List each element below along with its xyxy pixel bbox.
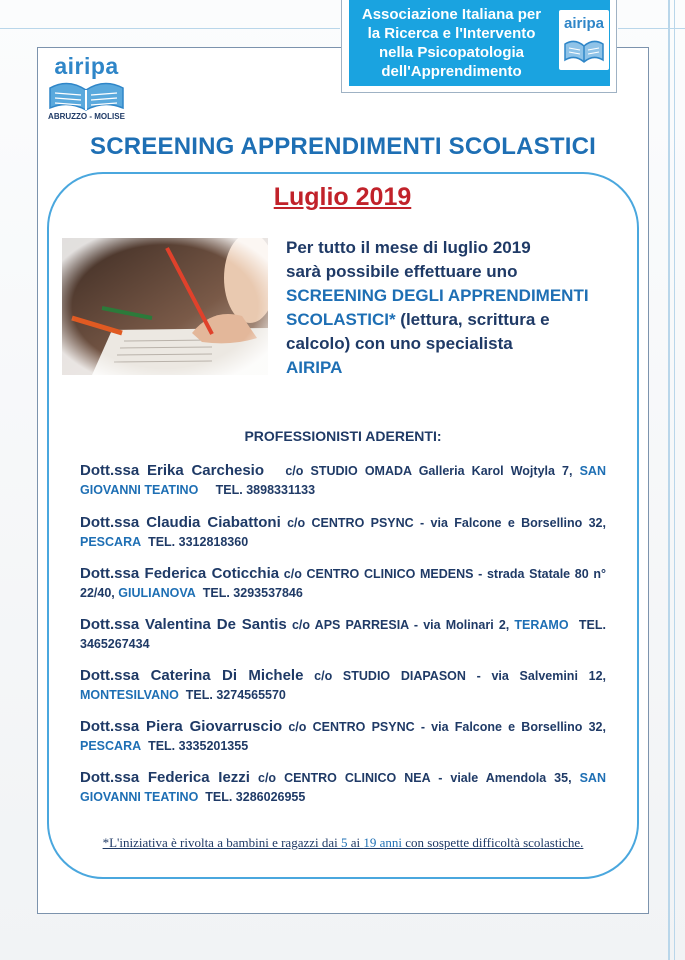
- professional-entry: [80, 513, 606, 552]
- professional-name: Dott.ssa Piera Giovarruscio: [80, 718, 283, 735]
- footnote-text: *L'iniziativa è rivolta a bambini e ragazzi dai: [102, 835, 341, 850]
- logo-word: airipa: [54, 53, 119, 79]
- professional-phone: TEL. 3335201355: [148, 739, 249, 753]
- intro-line: sarà possibile effettuare uno: [286, 262, 518, 281]
- small-logo-word: airipa: [563, 15, 605, 32]
- child-writing-photo: [62, 238, 268, 375]
- professional-details: c/o STUDIO DIAPASON - via Salvemini 12,: [314, 669, 607, 683]
- association-line: dell'Apprendimento: [381, 63, 522, 80]
- intro-text: (lettura, scrittura e: [395, 310, 550, 329]
- professional-phone: TEL. 3293537846: [202, 586, 303, 600]
- association-line: la Ricerca e l'Intervento: [367, 25, 536, 42]
- professional-details: c/o CENTRO CLINICO NEA - viale Amendola 35,: [258, 771, 572, 785]
- intro-line: Per tutto il mese di luglio 2019: [286, 238, 531, 257]
- association-banner: [341, 0, 617, 93]
- intro-brand: AIRIPA: [286, 358, 343, 377]
- professional-entry: [80, 564, 606, 603]
- footnote-text: ai: [347, 835, 364, 850]
- professional-name: Dott.ssa Federica Coticchia: [80, 565, 280, 582]
- professional-entry: [80, 615, 606, 654]
- professional-city: GIULIANOVA: [118, 586, 196, 600]
- footnote: [37, 835, 649, 851]
- professional-phone: TEL. 3312818360: [148, 535, 249, 549]
- professional-entry: [80, 768, 606, 807]
- association-line: Associazione Italiana per: [361, 6, 542, 23]
- professional-city: MONTESILVANO: [80, 688, 179, 702]
- professionals-heading: PROFESSIONISTI ADERENTI:: [244, 428, 442, 444]
- professional-city: PESCARA: [80, 535, 142, 549]
- professional-entry: [80, 717, 606, 756]
- professional-city: SAN GIOVANNI TEATINO: [80, 464, 606, 497]
- professional-details: c/o CENTRO CLINICO MEDENS - strada Statale 80 n° 22/40,: [80, 567, 606, 600]
- professional-phone: TEL. 3465267434: [80, 618, 606, 651]
- intro-line: [286, 308, 621, 332]
- professional-details: c/o APS PARRESIA - via Molinari 2,: [291, 618, 510, 632]
- professional-city: SAN GIOVANNI TEATINO: [80, 771, 606, 804]
- footnote-text: con sospette difficoltà scolastiche.: [402, 835, 584, 850]
- decorative-line: [668, 0, 670, 960]
- footnote-age-from: 5: [341, 835, 348, 850]
- intro-line: calcolo) con uno specialista: [286, 334, 513, 353]
- decorative-line: [0, 28, 340, 29]
- professional-entry: [80, 461, 606, 500]
- association-name: [349, 5, 554, 81]
- professional-phone: TEL. 3286026955: [205, 790, 306, 804]
- professional-details: c/o STUDIO OMADA Galleria Karol Wojtyla 7,: [285, 464, 573, 478]
- association-banner-box: [349, 0, 610, 86]
- intro-highlight: SCOLASTICI*: [286, 310, 396, 329]
- airipa-small-logo: [559, 10, 609, 70]
- page-title: SCREENING APPRENDIMENTI SCOLASTICI: [90, 133, 596, 160]
- intro-highlight: SCREENING DEGLI APPRENDIMENTI: [286, 286, 589, 305]
- month-heading: Luglio 2019: [273, 183, 412, 211]
- professional-details: c/o CENTRO PSYNC - via Falcone e Borsellino 32,: [287, 516, 606, 530]
- decorative-line: [674, 0, 675, 960]
- professional-name: Dott.ssa Caterina Di Michele: [80, 667, 304, 684]
- photo-illustration: [62, 238, 268, 375]
- decorative-line: [618, 28, 685, 29]
- professional-city: TERAMO: [514, 618, 569, 632]
- association-line: nella Psicopatologia: [378, 44, 525, 61]
- professional-name: Dott.ssa Valentina De Santis: [80, 616, 287, 633]
- professional-name: Dott.ssa Claudia Ciabattoni: [80, 514, 281, 531]
- professional-name: Dott.ssa Federica Iezzi: [80, 769, 250, 786]
- professional-phone: TEL. 3898331133: [215, 483, 316, 497]
- footnote-age-to: 19 anni: [363, 835, 403, 850]
- logo-region: ABRUZZO - MOLISE: [48, 112, 125, 121]
- professional-name: Dott.ssa Erika Carchesio: [80, 462, 265, 479]
- professional-entry: [80, 666, 606, 705]
- intro-paragraph: [286, 236, 621, 380]
- professional-details: c/o CENTRO PSYNC - via Falcone e Borsellino 32,: [288, 720, 606, 734]
- airipa-logo: [44, 50, 129, 125]
- book-icon: [559, 10, 609, 70]
- professional-phone: TEL. 3274565570: [185, 688, 286, 702]
- professional-city: PESCARA: [80, 739, 142, 753]
